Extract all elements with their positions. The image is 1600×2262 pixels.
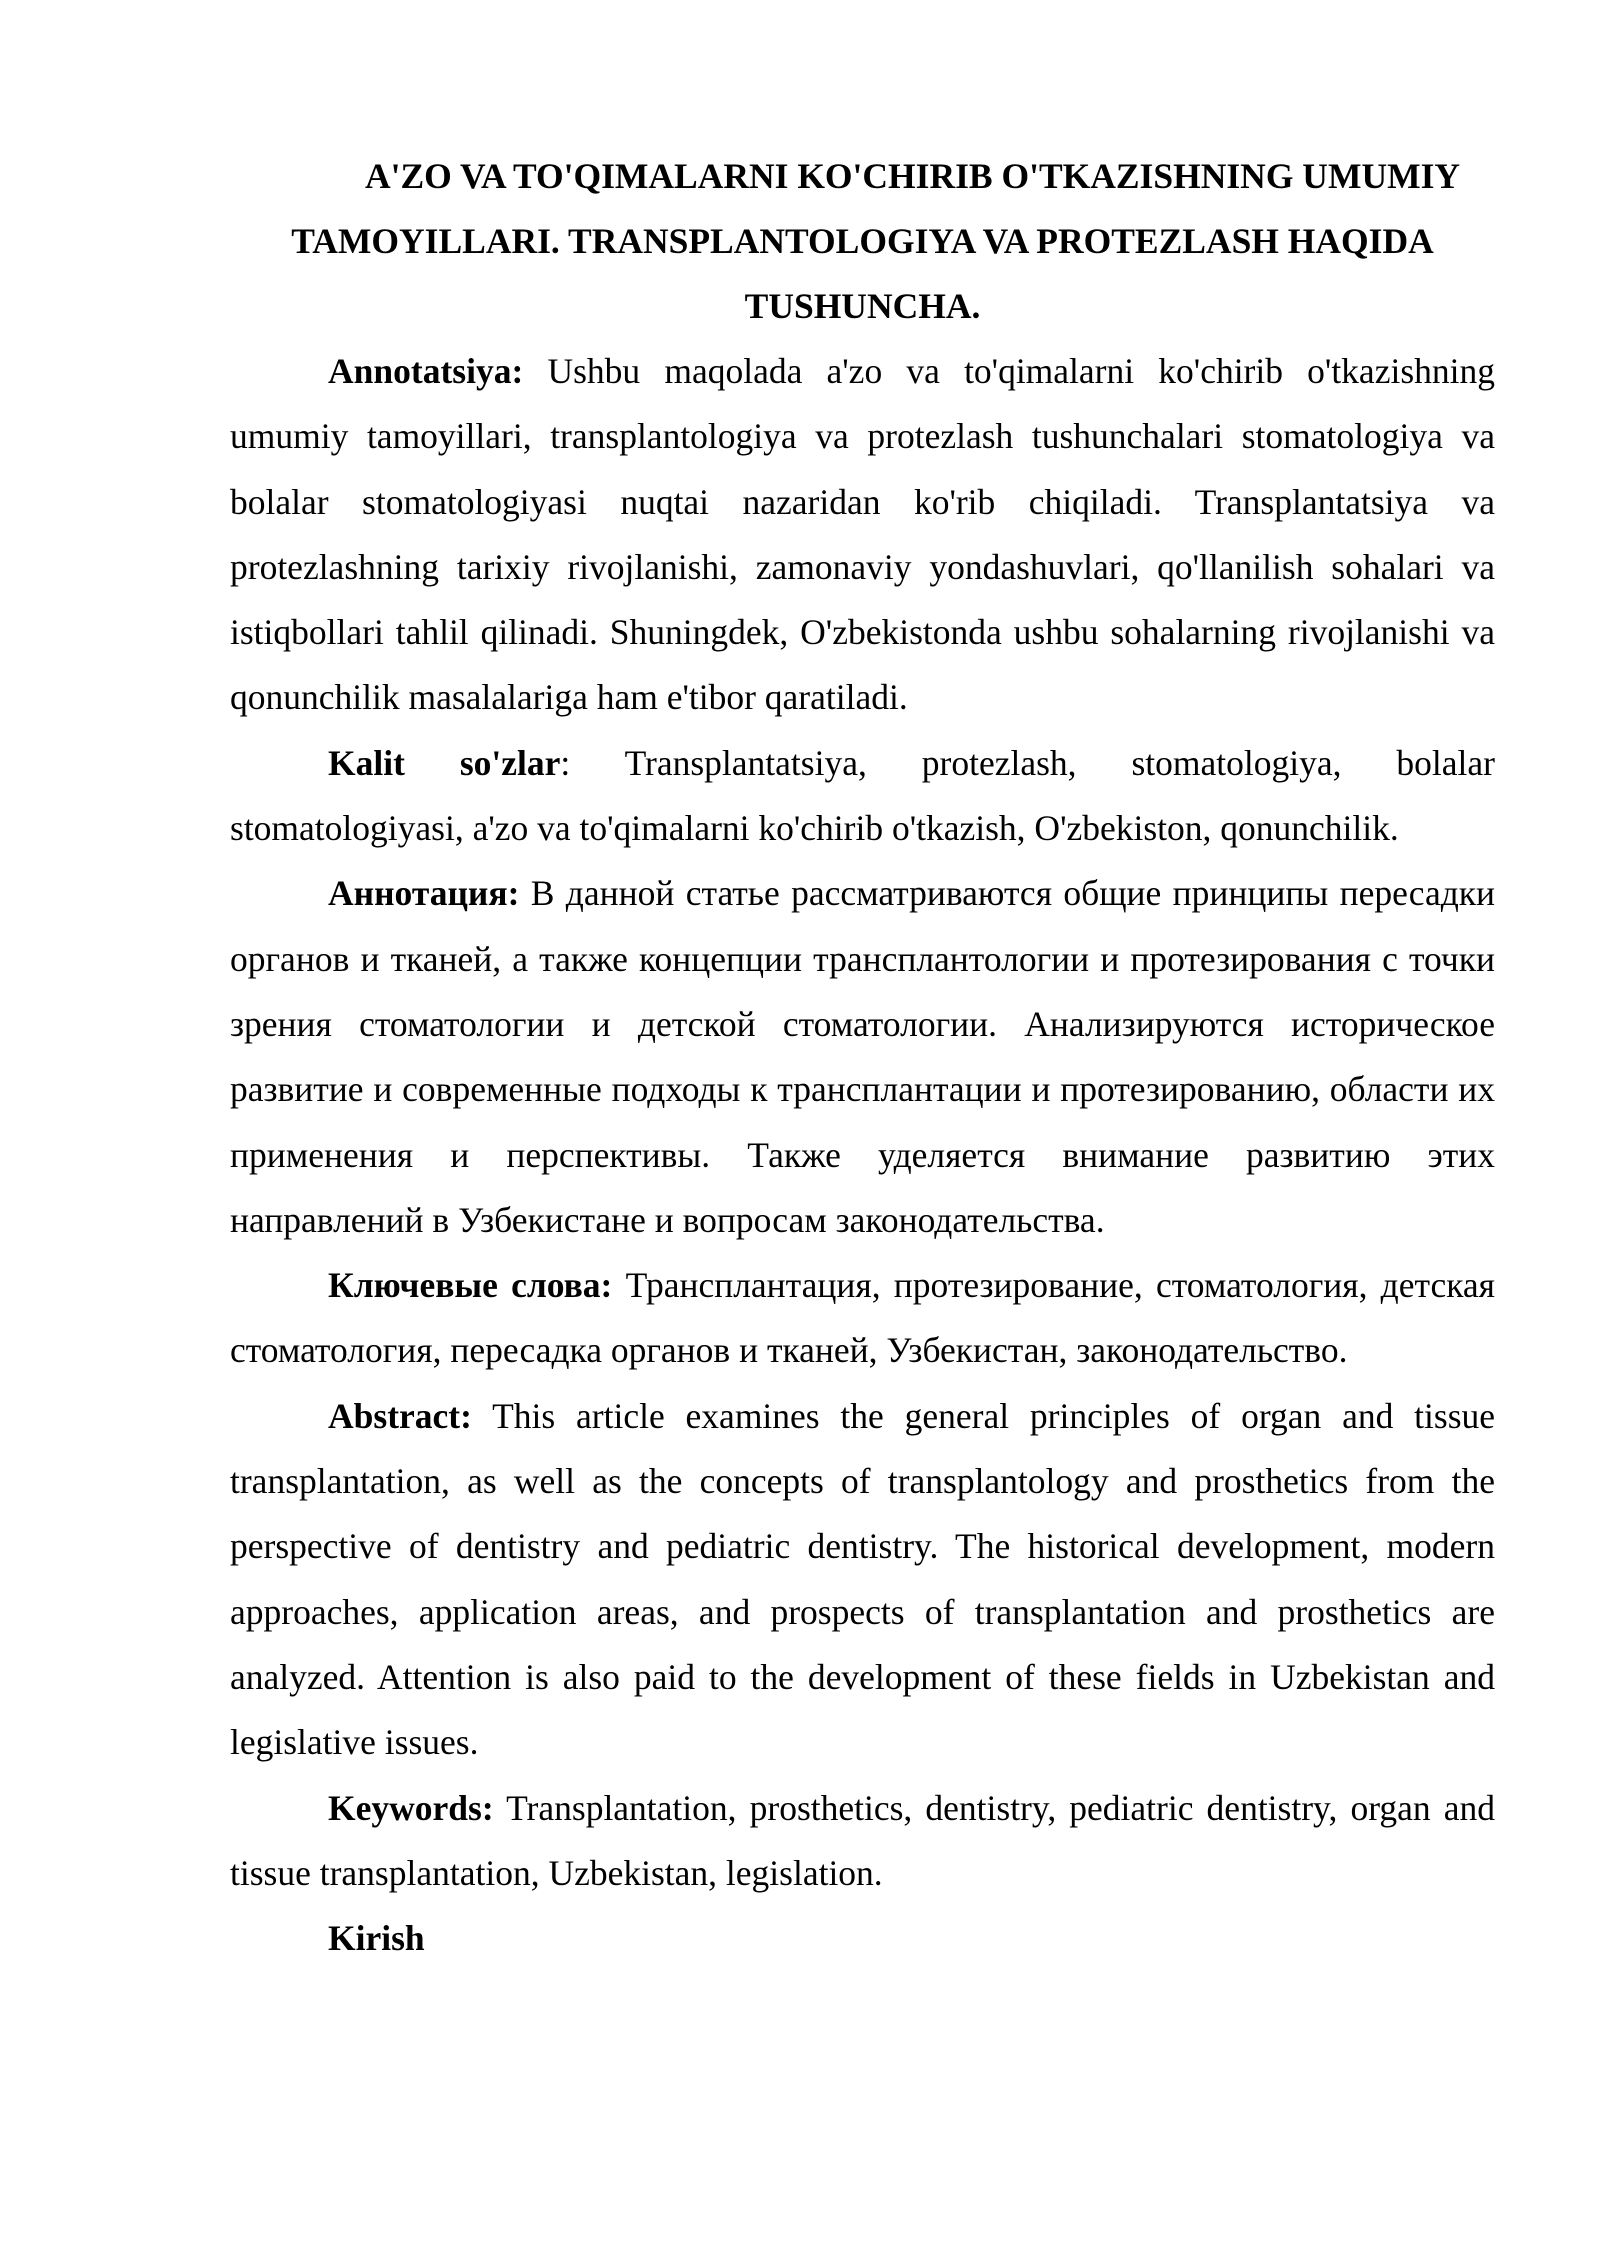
keywords-uz-separator: :: [560, 742, 571, 783]
keywords-en-label: Keywords:: [328, 1787, 494, 1828]
annotation-uz: [230, 339, 1495, 731]
annotation-ru-text: В данной статье рассматриваются общие принципы пересадки органов и тканей, а также концепции трансплантологии и протезирования с точки зрения стоматологии и детской стоматологии. Анализируются историческое развитие и современные подходы к трансплантации и протезированию, области их применения и перспективы. Также уделяется внимание развитию этих направлений в Узбекистане и вопросам законодательства.: [230, 873, 1496, 1240]
annotation-uz-label: Annotatsiya:: [328, 351, 524, 391]
keywords-ru: [230, 1253, 1495, 1384]
abstract-en-label: Abstract:: [328, 1395, 472, 1436]
abstract-en-text: This article examines the general principles of organ and tissue transplantation, as well as the concepts of transplantology and prosthetics from the perspective of dentistry and pediatric dentistry. The historical development, modern approaches, application areas, and prospects of transplantation and prosthetics are analyzed. Attention is also paid to the development of these fields in Uzbekistan and legislative issues.: [230, 1395, 1496, 1763]
keywords-uz-text: Transplantatsiya, protezlash, stomatologiya, bolalar stomatologiyasi, a'zo va to'qimalarni ko'chirib o'tkazish, O'zbekiston, qonunchilik.: [230, 742, 1495, 849]
annotation-ru-label: Аннотация:: [328, 873, 520, 914]
keywords-ru-text: Трансплантация, протезирование, стоматология, детская стоматология, пересадка органов и тканей, Узбекистан, законодательство.: [230, 1265, 1496, 1371]
annotation-ru: [230, 861, 1495, 1253]
keywords-ru-label: Ключевые слова:: [328, 1265, 613, 1306]
document-page: [230, 144, 1495, 1971]
section-heading: Kirish: [328, 1918, 425, 1959]
keywords-uz-label: Kalit so'zlar: [328, 742, 561, 783]
keywords-uz: [230, 731, 1495, 862]
document-title: A'ZO VA TO'QIMALARNI KO'CHIRIB O'TKAZISHNING UMUMIY TAMOYILLARI. TRANSPLANTOLOGIYA VA PROTEZLASH HAQIDA TUSHUNCHA.: [291, 156, 1461, 326]
annotation-uz-text: Ushbu maqolada a'zo va to'qimalarni ko'chirib o'tkazishning umumiy tamoyillari, transplantologiya va protezlash tushunchalari stomatologiya va bolalar stomatologiyasi nuqtai nazaridan ko'rib chiqiladi. Transplantatsiya va protezlashning tarixiy rivojlanishi, zamonaviy yondashuvlari, qo'llanilish sohalari va istiqbollari tahlil qilinadi. Shuningdek, O'zbekistonda ushbu sohalarning rivojlanishi va qonunchilik masalalariga ham e'tibor qaratiladi.: [230, 351, 1495, 718]
abstract-en: [230, 1384, 1495, 1776]
keywords-en: [230, 1776, 1495, 1907]
keywords-en-text: Transplantation, prosthetics, dentistry, pediatric dentistry, organ and tissue transplantation, Uzbekistan, legislation.: [230, 1787, 1495, 1893]
